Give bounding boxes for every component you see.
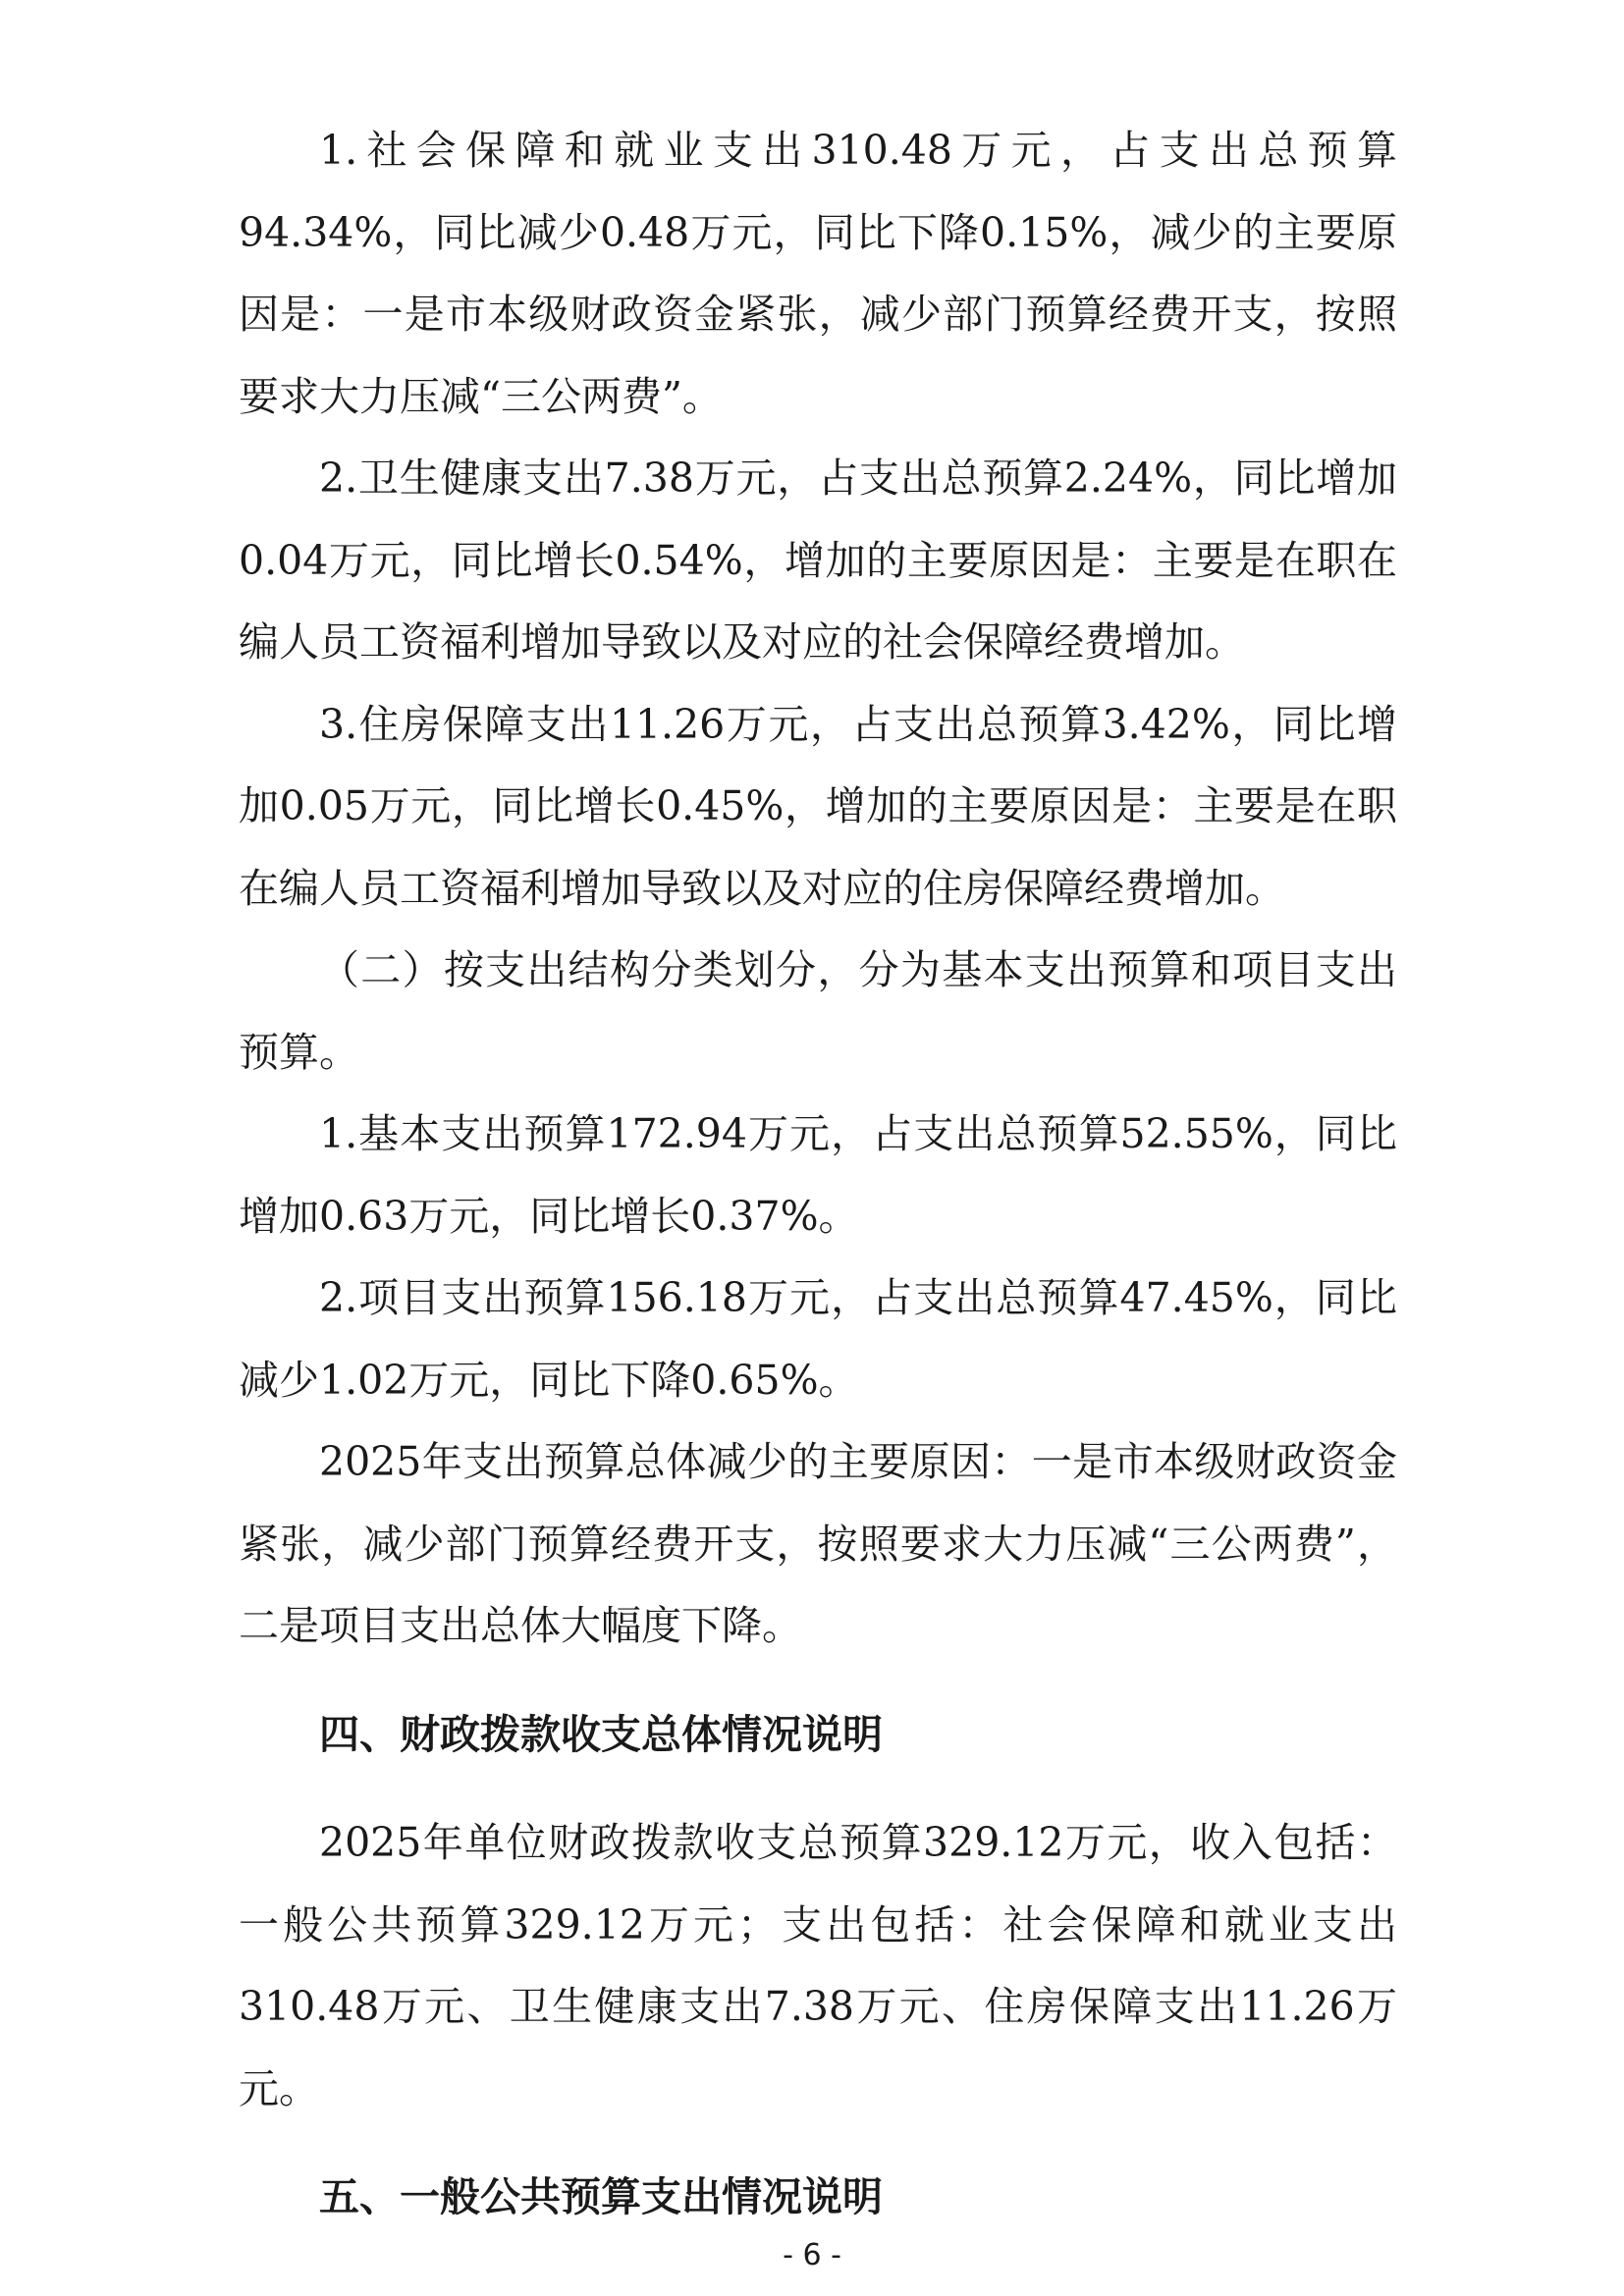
section-4-paragraph: 2025年单位财政拨款收支总预算329.12万元，收入包括：一般公共预算329.12万元；支出包括：社会保障和就业支出310.48万元、卫生健康支出7.38万元、住房保障支出11.26万元。 — [239, 1819, 1397, 2112]
paragraph-basic-expenditure: 1.基本支出预算172.94万元，占支出总预算52.55%，同比增加0.63万元，同比增长0.37%。 — [239, 1110, 1397, 1240]
paragraph-health: 2.卫生健康支出7.38万元，占支出总预算2.24%，同比增加0.04万元，同比增长0.54%，增加的主要原因是：主要是在职在编人员工资福利增加导致以及对应的社会保障经费增加。 — [239, 454, 1397, 666]
document-page — [239, 110, 1397, 2239]
paragraph-structure-classification: （二）按支出结构分类划分，分为基本支出预算和项目支出预算。 — [239, 946, 1397, 1076]
page-number: - 6 - — [783, 2238, 841, 2272]
paragraph-social-security: 1.社会保障和就业支出310.48万元，占支出总预算94.34%，同比减少0.48万元，同比下降0.15%，减少的主要原因是：一是市本级财政资金紧张，减少部门预算经费开支，按照要求大力压减“三公两费”。 — [239, 127, 1397, 420]
paragraph-housing: 3.住房保障支出11.26万元，占支出总预算3.42%，同比增加0.05万元，同比增长0.45%，增加的主要原因是：主要是在职在编人员工资福利增加导致以及对应的住房保障经费增加。 — [239, 700, 1397, 912]
section-5-heading: 五、一般公共预算支出情况说明 — [319, 2173, 883, 2220]
paragraph-decrease-reason: 2025年支出预算总体减少的主要原因：一是市本级财政资金紧张，减少部门预算经费开支，按照要求大力压减“三公两费”，二是项目支出总体大幅度下降。 — [239, 1438, 1397, 1649]
section-4-heading: 四、财政拨款收支总体情况说明 — [319, 1710, 883, 1758]
paragraph-project-expenditure: 2.项目支出预算156.18万元，占支出总预算47.45%，同比减少1.02万元，同比下降0.65%。 — [239, 1274, 1397, 1404]
